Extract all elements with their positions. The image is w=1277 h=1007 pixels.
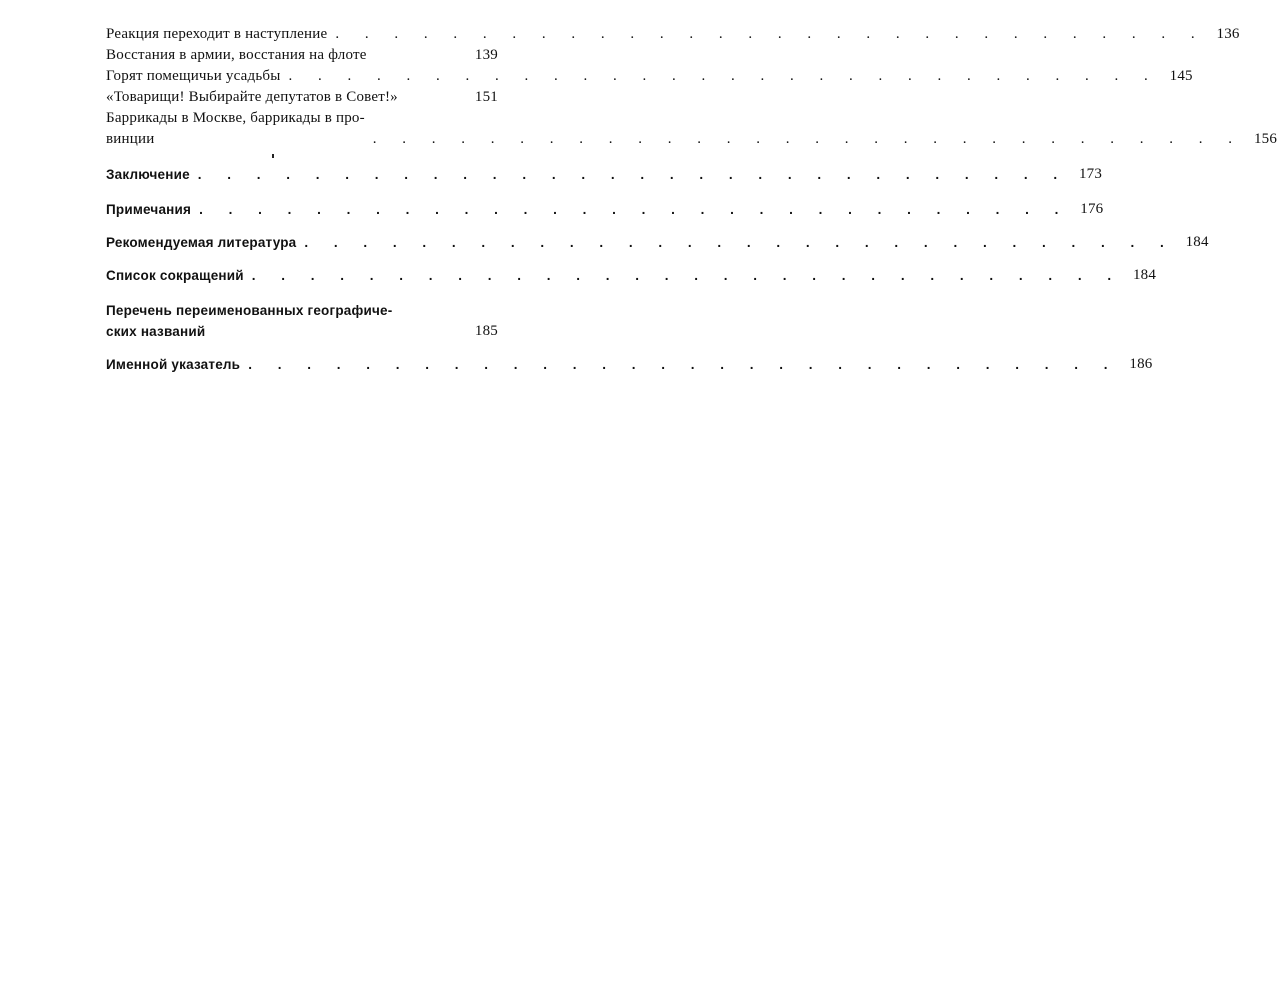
toc-entry-page: 136 bbox=[1216, 26, 1240, 42]
dot-leader: . . . . . . . . . . . . . . . . . . . . . . . . . . . . . . bbox=[199, 202, 1070, 217]
toc-entry-title-line: Перечень переименованных географиче- bbox=[106, 303, 393, 318]
toc-entry-page: 173 bbox=[1078, 166, 1103, 182]
toc-entry-page: 176 bbox=[1080, 201, 1104, 217]
toc-entry-title: Реакция переходит в наступление bbox=[106, 26, 328, 42]
dot-leader: . . . . . . . . . . . . . . . . . . . . . . . . . . . . . . bbox=[304, 235, 1175, 250]
toc-entry bbox=[106, 354, 1153, 375]
toc-entry-page: 139 bbox=[474, 47, 498, 63]
toc-entry bbox=[106, 108, 1277, 150]
dot-leader: . . . . . . . . . . . . . . . . . . . . . . . . . . . . . . bbox=[372, 131, 1244, 147]
toc-entry-page: 156 bbox=[1253, 131, 1277, 147]
toc-entry-page: 184 bbox=[1185, 234, 1209, 250]
toc-entry bbox=[106, 164, 1103, 185]
table-of-contents bbox=[106, 24, 1277, 375]
toc-entry-page: 145 bbox=[1169, 68, 1193, 84]
toc-entry-page: 184 bbox=[1132, 267, 1157, 283]
dot-leader: . . . . . . . . . . . . . . . . . . . . . . . . . . . . . . bbox=[288, 68, 1159, 84]
toc-entry bbox=[106, 45, 498, 66]
toc-entry-title: «Товарищи! Выбирайте депутатов в Совет!» bbox=[106, 89, 398, 105]
toc-entry-title-line: Баррикады в Москве, баррикады в про- bbox=[106, 110, 365, 126]
toc-entry-title: Список сокращений bbox=[106, 268, 244, 283]
toc-entry-title: Именной указатель bbox=[106, 357, 241, 372]
toc-entry-title: Примечания bbox=[106, 202, 192, 217]
toc-entry bbox=[106, 232, 1209, 253]
toc-entry bbox=[106, 87, 498, 108]
toc-entry-page: 186 bbox=[1129, 356, 1153, 372]
toc-entry bbox=[106, 199, 1104, 220]
toc-entry-page: 151 bbox=[474, 89, 498, 105]
toc-entry bbox=[106, 300, 498, 342]
dot-leader: . . . . . . . . . . . . . . . . . . . . . . . . . . . . . . bbox=[335, 26, 1206, 42]
toc-entry bbox=[106, 265, 1157, 286]
dot-leader: . . . . . . . . . . . . . . . . . . . . . . . . . . . . . . bbox=[251, 268, 1123, 283]
print-speck bbox=[272, 154, 274, 158]
toc-entry-title: Заключение bbox=[106, 167, 190, 182]
toc-entry-title: Горят помещичьи усадьбы bbox=[106, 68, 281, 84]
toc-entry-title: Восстания в армии, восстания на флоте bbox=[106, 47, 367, 63]
toc-entry-title-line: ских названий bbox=[106, 324, 206, 339]
toc-entry-title bbox=[106, 108, 365, 150]
toc-entry bbox=[106, 24, 1240, 45]
dot-leader: . . . . . . . . . . . . . . . . . . . . . . . . . . . . . . bbox=[197, 167, 1069, 182]
toc-entry-title: Рекомендуемая литература bbox=[106, 235, 297, 250]
toc-entry-title bbox=[106, 300, 392, 342]
toc-entry-title-line: винции bbox=[106, 131, 155, 147]
toc-entry bbox=[106, 66, 1193, 87]
toc-entry-page: 185 bbox=[474, 323, 498, 339]
dot-leader: . . . . . . . . . . . . . . . . . . . . . . . . . . . . . . bbox=[248, 357, 1119, 372]
